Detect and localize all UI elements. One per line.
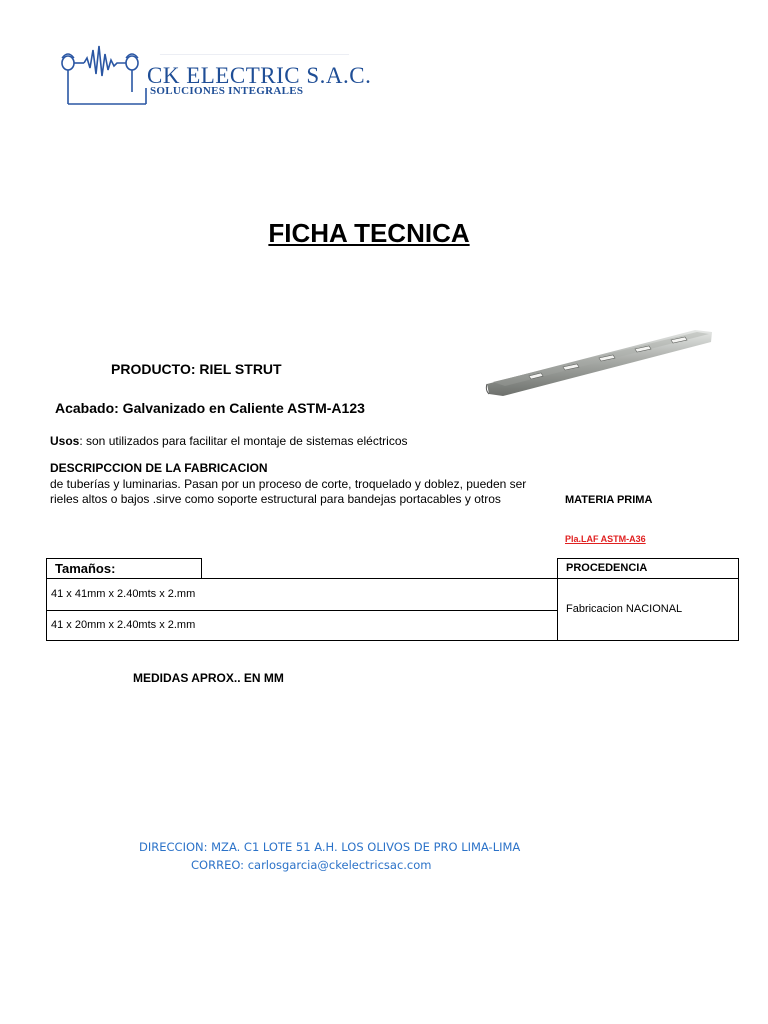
logo-faint-text: __________________________________________ [160, 46, 349, 56]
origin-value: Fabricacion NACIONAL [566, 603, 683, 615]
table-border [738, 558, 739, 641]
description-heading: DESCRIPCCION DE LA FABRICACION [50, 461, 268, 475]
company-tagline: SOLUCIONES INTEGRALES [150, 85, 304, 97]
size-row: 41 x 41mm x 2.40mts x 2.mm [51, 588, 196, 600]
table-border [46, 558, 47, 641]
table-border [557, 558, 558, 641]
table-border [557, 558, 739, 559]
footer-email[interactable]: CORREO: carlosgarcia@ckelectricsac.com [191, 858, 432, 872]
product-name: PRODUCTO: RIEL STRUT [111, 361, 282, 377]
raw-material-value: Pla.LAF ASTM-A36 [565, 534, 646, 544]
uses-text: : son utilizados para facilitar el montaje de sistemas eléctricos [79, 434, 408, 448]
product-finish: Acabado: Galvanizado en Caliente ASTM-A123 [55, 400, 365, 416]
origin-header: PROCEDENCIA [566, 562, 648, 574]
measurements-note: MEDIDAS APROX.. EN MM [133, 671, 284, 685]
table-border [46, 610, 558, 611]
description-text: de tuberías y luminarias. Pasan por un proceso de corte, troquelado y doblez, pueden ser rieles altos o bajos .sirve como soporte estructural para bandejas portacables y otros [50, 477, 527, 506]
product-uses [50, 434, 408, 448]
table-border [46, 578, 739, 579]
uses-label: Usos [50, 434, 80, 448]
footer-address: DIRECCION: MZA. C1 LOTE 51 A.H. LOS OLIVOS DE PRO LIMA-LIMA [139, 840, 521, 854]
table-border [46, 558, 202, 559]
raw-material-label: MATERIA PRIMA [565, 494, 653, 506]
table-border [201, 558, 202, 578]
sizes-header: Tamaños: [55, 561, 116, 576]
strut-rail-image [485, 326, 713, 398]
document-title: FICHA TECNICA [268, 218, 470, 248]
company-name: CK ELECTRIC S.A.C. [147, 63, 372, 88]
table-border [46, 640, 739, 641]
size-row: 41 x 20mm x 2.40mts x 2.mm [51, 619, 196, 631]
